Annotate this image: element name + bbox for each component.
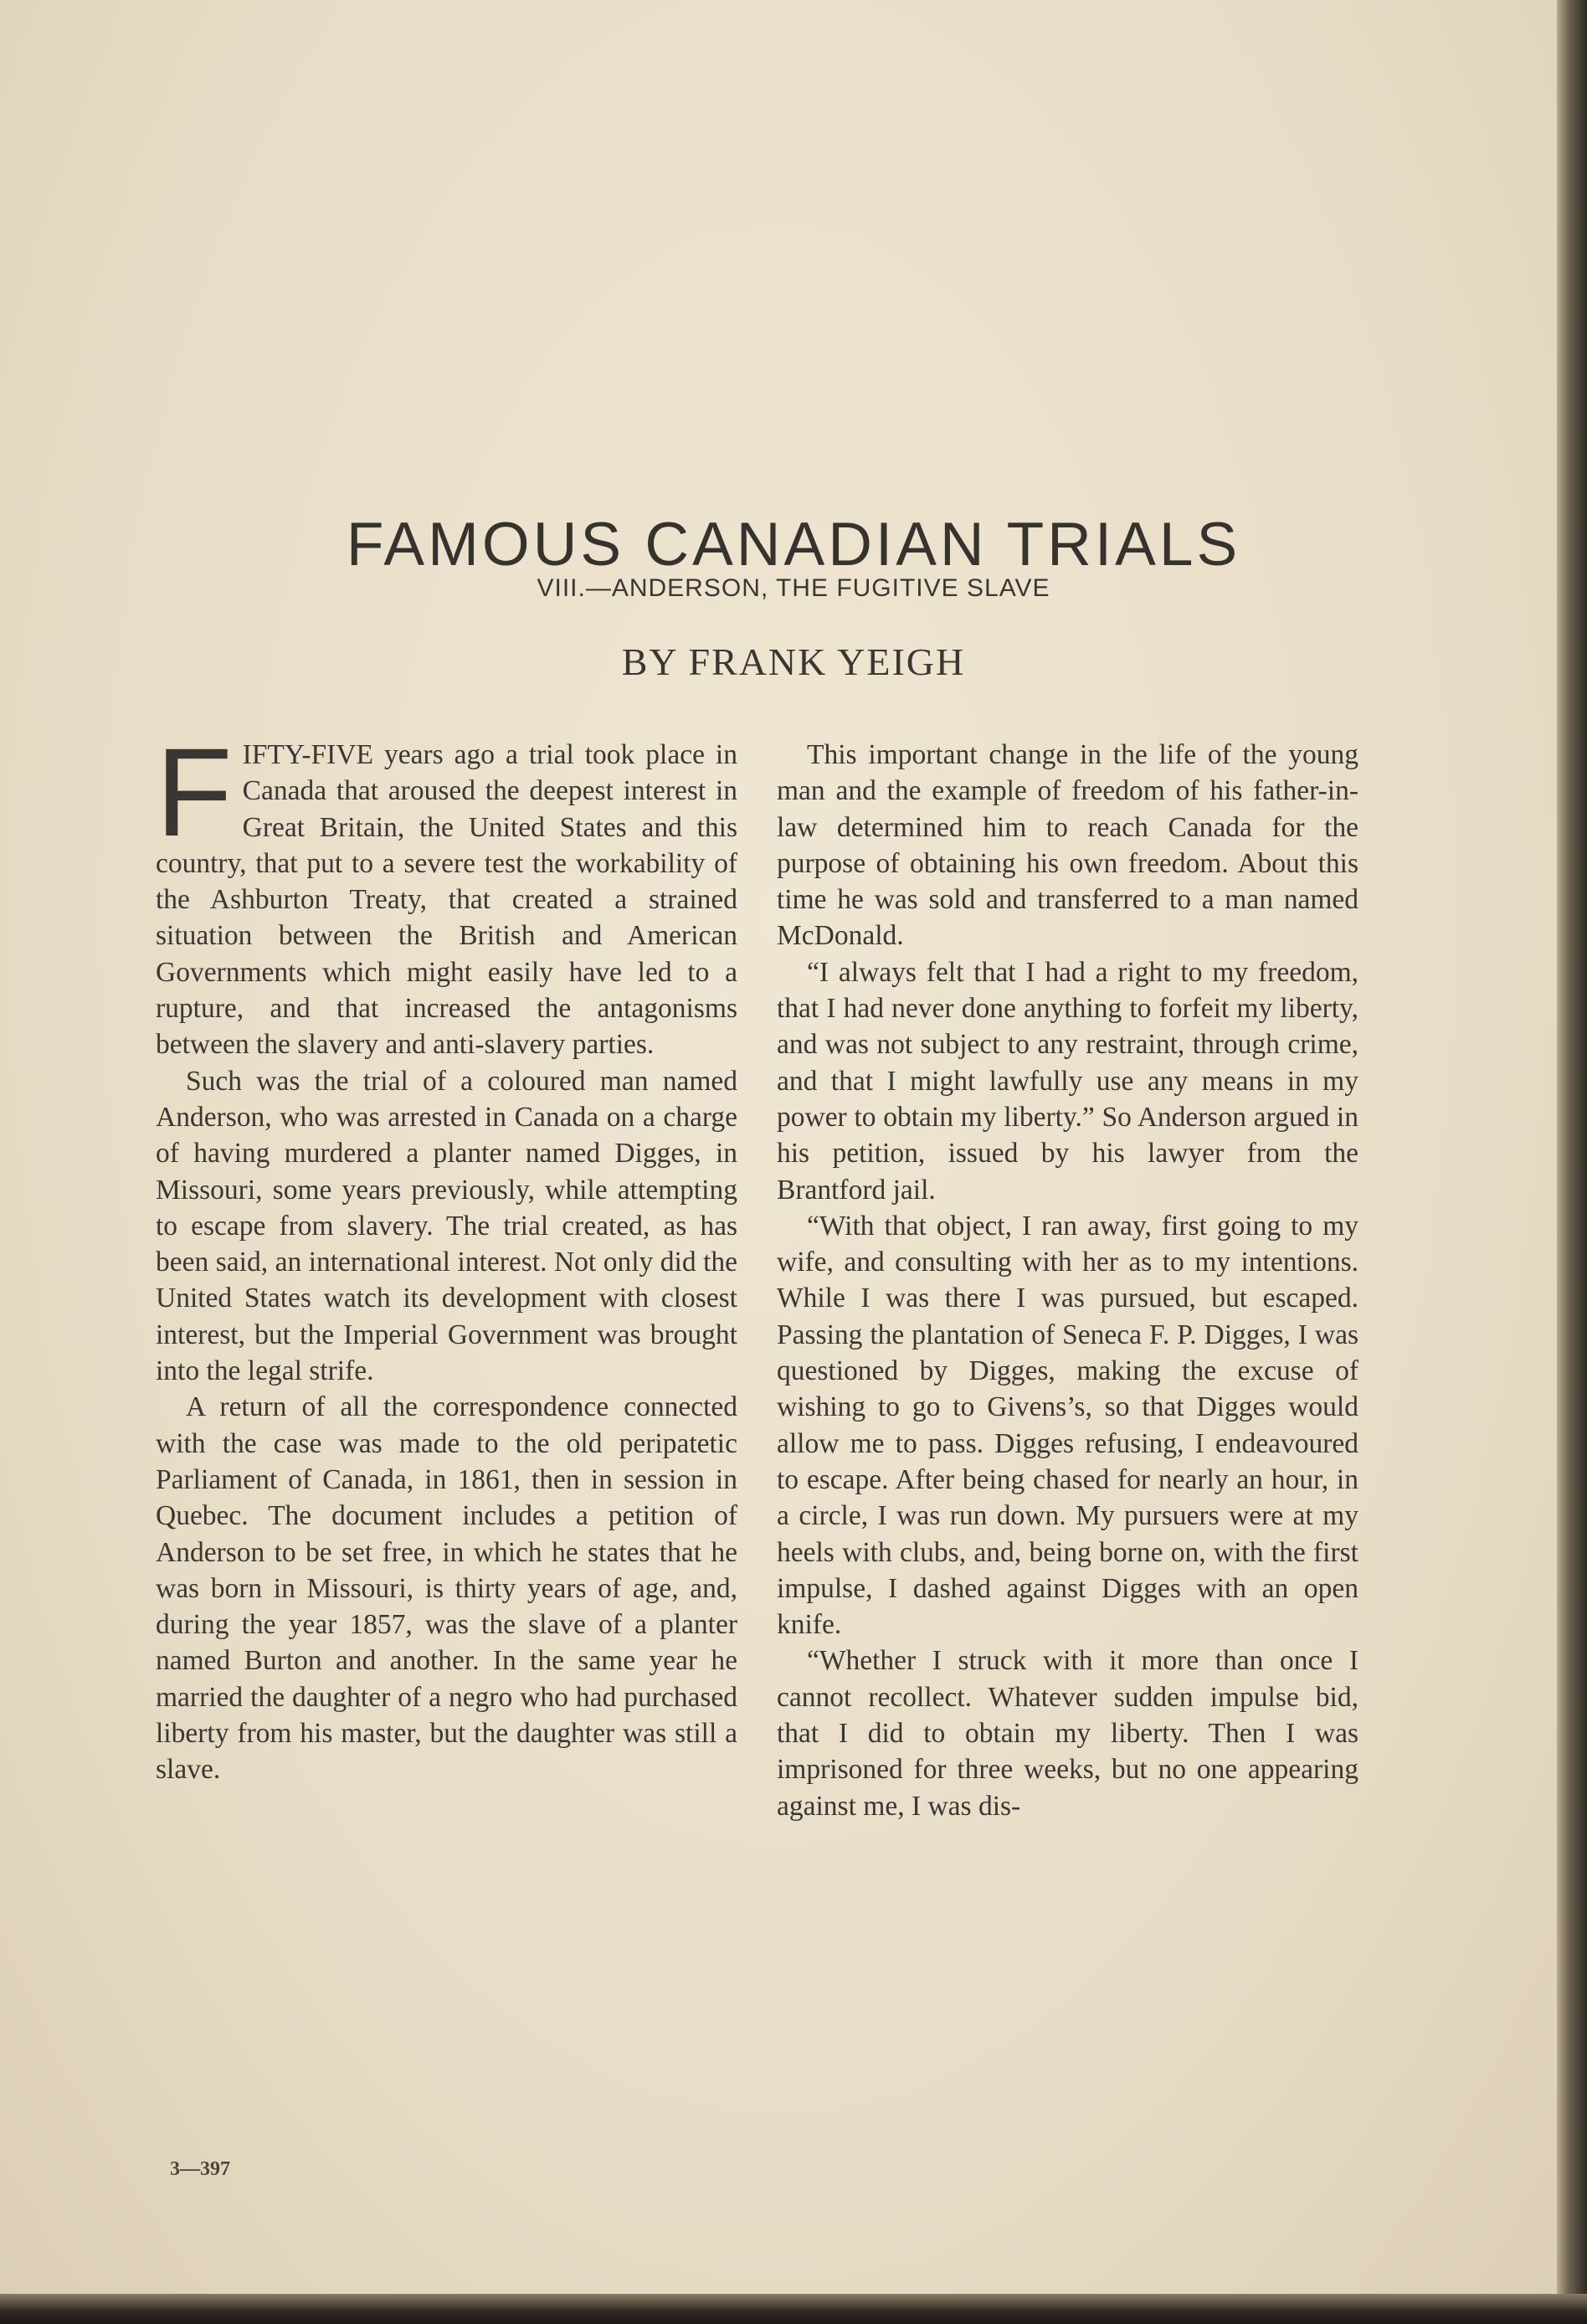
paragraph-text: IFTY-FIVE years ago a trial took place in Canada that aroused the deepest interest in Great Britain, the United States and this country, that put to a severe test the workability of the Ashburton Treaty, that created a strained situation between the British and American Governments which might easily have led to a rupture, and that increased the antagonisms between the slavery and anti-slavery parties. xyxy=(156,739,737,1061)
show-through-texture xyxy=(469,117,1389,209)
page-folio: 3—397 xyxy=(170,2158,230,2180)
paragraph: This important change in the life of the young man and the example of freedom of his father-in-law determined him to reach Canada for the purpose of obtaining his own freedom. About this time he was sold and transferred to a man named McDonald. xyxy=(777,739,1358,952)
paragraph xyxy=(156,722,737,1063)
paragraph: Such was the trial of a coloured man named Anderson, who was arrested in Canada on a charge of having murdered a planter named Digges, in Missouri, some years previously, while attempting to escape from slavery. The trial created, as has been said, an international interest. Not only did the United States watch its development with closest interest, but the Imperial Government was brought into the legal strife. xyxy=(156,1065,737,1387)
right-column xyxy=(777,737,1358,1824)
paragraph: “Whether I struck with it more than once I cannot recollect. Whatever sudden impulse bid, that I did to obtain my liberty. Then I was imprisoned for three weeks, but no one appearing against me, I was dis- xyxy=(777,1645,1358,1822)
page-bottom-shadow xyxy=(0,2294,1587,2324)
drop-cap: F xyxy=(156,722,233,862)
paragraph: A return of all the correspondence connected with the case was made to the old peripatetic Parliament of Canada, in 1861, then in session in Quebec. The document includes a petition of Anderson to be set free, in which he states that he was born in Missouri, is thirty years of age, and, during the year 1857, was the slave of a planter named Burton and another. In the same year he married the daughter of a negro who had purchased liberty from his master, but the daughter was still a slave. xyxy=(156,1391,737,1786)
page-edge-shadow xyxy=(1557,0,1587,2324)
left-column xyxy=(156,722,737,1788)
article-title: FAMOUS CANADIAN TRIALS xyxy=(346,510,1241,578)
article-byline: BY FRANK YEIGH xyxy=(621,640,966,683)
article-subtitle: VIII.—ANDERSON, THE FUGITIVE SLAVE xyxy=(537,574,1050,602)
paragraph: “I always felt that I had a right to my freedom, that I had never done anything to forfeit my liberty, and was not subject to any restraint, through crime, and that I might lawfully use any means in my power to obtain my liberty.” So Anderson argued in his petition, issued by his lawyer from the Brantford jail. xyxy=(777,956,1358,1206)
paragraph: “With that object, I ran away, first going to my wife, and consulting with her as to my intentions. While I was there I was pursued, but escaped. Passing the plantation of Seneca F. P. Digges, I was questioned by Digges, making the excuse of wishing to go to Givens’s, so that Digges would allow me to pass. Digges refusing, I endeavoured to escape. After being chased for nearly an hour, in a circle, I was run down. My pursuers were at my heels with clubs, and, being borne on, with the first impulse, I dashed against Digges with an open knife. xyxy=(777,1210,1358,1641)
